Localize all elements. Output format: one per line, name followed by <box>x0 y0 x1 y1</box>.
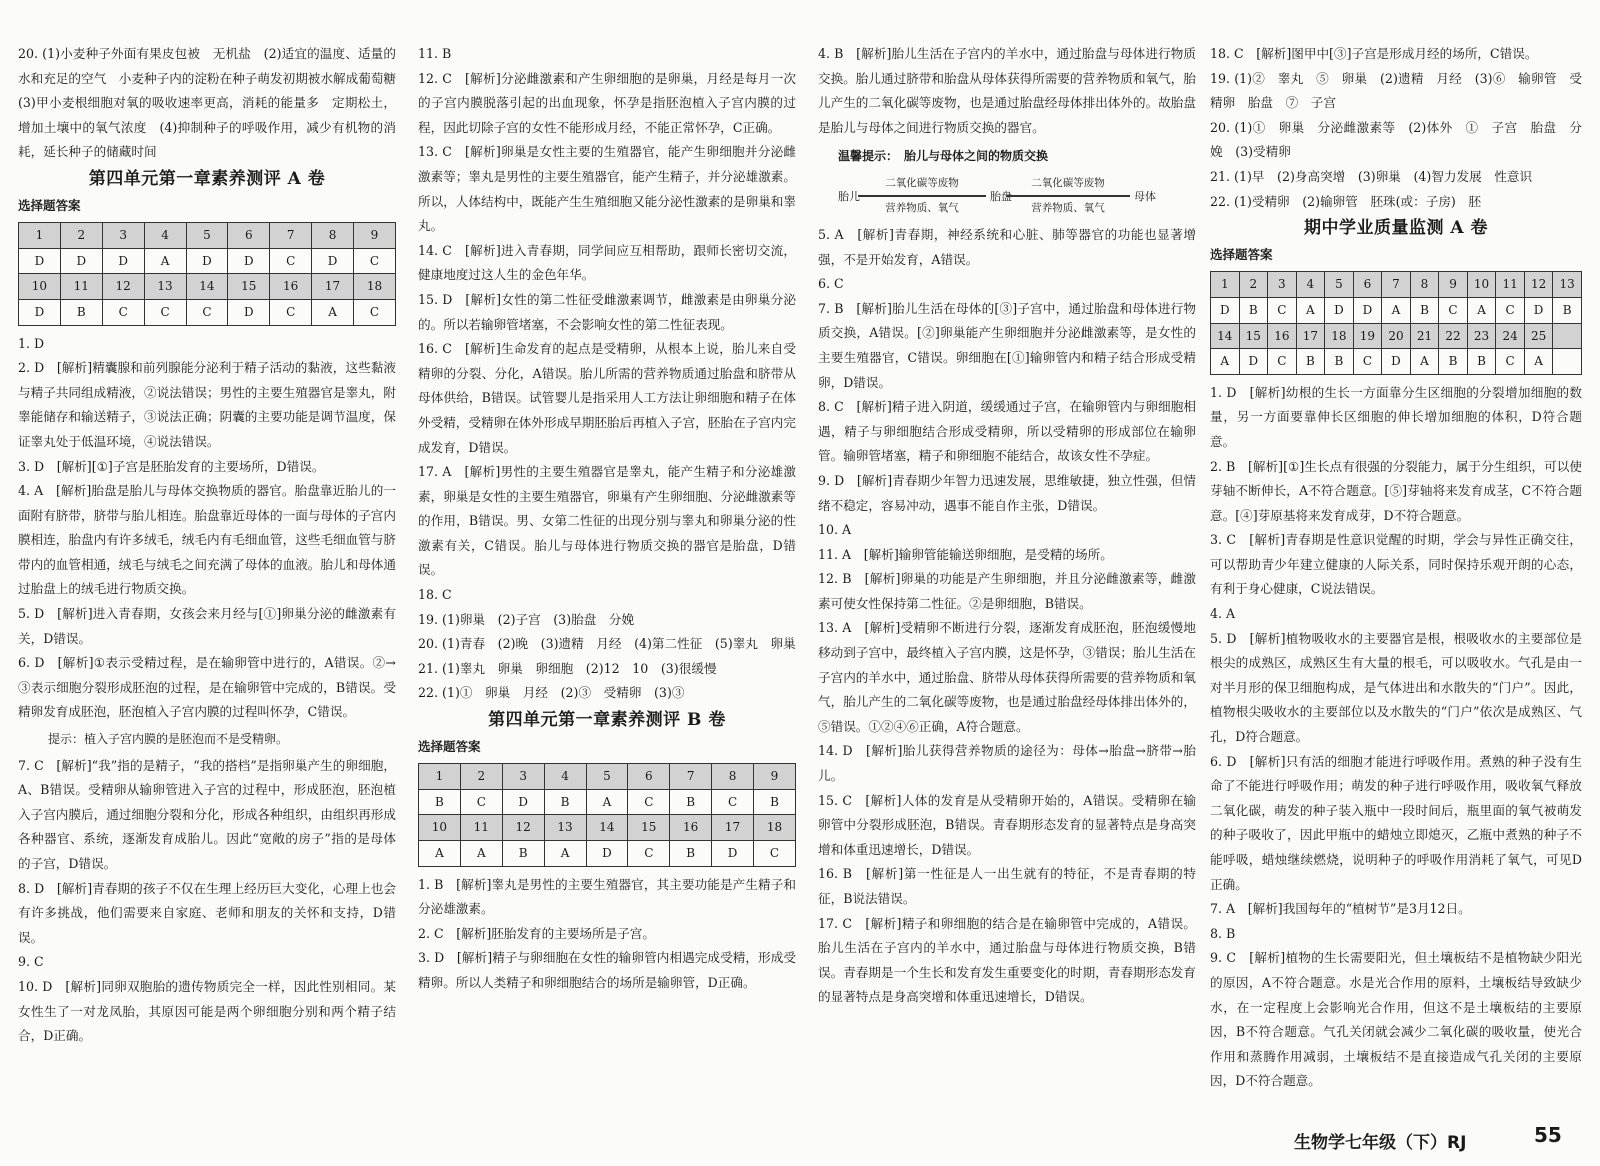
table-row <box>1211 272 1582 298</box>
table-cell: B <box>670 841 712 867</box>
answer-item: 1. B [解析]睾丸是男性的主要生殖器官，其主要功能是产生精子和分泌雄激素。 <box>418 876 796 917</box>
table-cell <box>1553 323 1582 349</box>
answer-item: 5. D [解析]进入青春期，女孩会来月经与[①]卵巢分泌的雌激素有关，D错误。 <box>18 606 396 646</box>
diagram-node: 胎盘 <box>990 189 1012 203</box>
answer-item: 3. D [解析]精子与卵细胞在女性的输卵管内相遇完成受精，形成受精卵。所以人类精子和卵细胞结合的场所是输卵管，D正确。 <box>418 950 796 990</box>
table-cell: D <box>312 248 354 274</box>
table-cell: 12 <box>502 815 544 841</box>
table-row <box>19 274 396 300</box>
table-cell: B <box>1553 297 1582 323</box>
answer-item: 13. C [解析]卵巢是女性主要的生殖器官，能产生卵细胞并分泌雌激素等；睾丸是男性的主要生殖器官，能产生精子，并分泌雄激素。所以，人体结构中，既能产生生殖细胞又能分泌性激素的是卵巢和睾丸。 <box>418 144 796 234</box>
table-cell: 17 <box>712 815 754 841</box>
table-cell: A <box>460 841 502 867</box>
table-cell: 6 <box>228 223 270 249</box>
table-cell: D <box>19 248 61 274</box>
table-cell: 18 <box>354 274 396 300</box>
table-cell: A <box>1524 349 1553 375</box>
answer-item: 19. (1)② 睾丸 ⑤ 卵巢 (2)遗精 月经 (3)⑥ 输卵管 受精卵 胎盘 ⑦ 子宫 <box>1210 70 1582 111</box>
table-cell: B <box>670 789 712 815</box>
table-cell: 25 <box>1524 323 1553 349</box>
table-cell: 13 <box>144 274 186 300</box>
table-cell: D <box>1325 297 1354 323</box>
table-cell: C <box>1496 297 1525 323</box>
table-cell: C <box>270 299 312 325</box>
answer-item: 11. B <box>418 46 452 61</box>
answer-item: 22. (1)① 卵巢 月经 (2)③ 受精卵 (3)③ <box>418 685 685 701</box>
table-cell: A <box>1211 349 1240 375</box>
table-cell: 2 <box>1239 272 1268 298</box>
table-cell: 18 <box>1325 323 1354 349</box>
table-cell: 7 <box>670 764 712 790</box>
answer-item: 12. B [解析]卵巢的功能是产生卵细胞，并且分泌雌激素等，雌激素可使女性保持第二性征。②是卵细胞，B错误。 <box>818 571 1196 611</box>
column-3 <box>818 42 1196 1010</box>
table-cell: B <box>419 789 461 815</box>
table-cell: B <box>544 789 586 815</box>
table-cell: 8 <box>712 764 754 790</box>
table-cell: 19 <box>1353 323 1382 349</box>
table-cell: B <box>1467 349 1496 375</box>
table-cell: 11 <box>60 274 102 300</box>
table-cell: C <box>628 789 670 815</box>
table-cell: B <box>1410 297 1439 323</box>
table-cell: 6 <box>1353 272 1382 298</box>
table-cell: B <box>1296 349 1325 375</box>
table-cell: D <box>102 248 144 274</box>
table-cell: 17 <box>1296 323 1325 349</box>
answer-table <box>18 222 396 325</box>
table-cell: 2 <box>460 764 502 790</box>
table-cell: B <box>1325 349 1354 375</box>
table-cell: 20 <box>1382 323 1411 349</box>
diagram-label: 二氧化碳等废物 <box>858 171 986 197</box>
table-cell: D <box>228 248 270 274</box>
answer-item: 17. C [解析]精子和卵细胞的结合是在输卵管中完成的，A错误。胎儿生活在子宫内的羊水中，通过胎盘与母体进行物质交换，B错误。青春期是一个生长和发育发生重要变化的时期，青春期形态发育的显著特点是身高突增和体重迅速增长，D错误。 <box>818 915 1196 1005</box>
answer-item: 16. C [解析]生命发育的起点是受精卵，从根本上说，胎儿来自受精卵的分裂、分化，A错误。胎儿所需的营养物质通过胎盘和脐带从母体供给，B错误。试管婴儿是指采用人工方法让卵细胞和精子在体外受精，受精卵在体外形成早期胚胎后再植入子宫，胚胎在子宫内完成发育，D错误。 <box>418 341 796 455</box>
table-cell: D <box>186 248 228 274</box>
table-cell: 23 <box>1467 323 1496 349</box>
table-cell: 1 <box>1211 272 1240 298</box>
table-row <box>419 789 796 815</box>
table-cell: 5 <box>586 764 628 790</box>
table-cell: 16 <box>1268 323 1297 349</box>
diagram-label: 营养物质、氧气 <box>1006 195 1130 221</box>
table-cell: 4 <box>144 223 186 249</box>
table-cell: 12 <box>102 274 144 300</box>
table-cell: 10 <box>1467 272 1496 298</box>
table-label: 选择题答案 <box>18 197 81 213</box>
table-cell: C <box>102 299 144 325</box>
answer-item: 5. D [解析]植物吸收水的主要器官是根，根吸收水的主要部位是根尖的成熟区，成熟区生有大量的根毛，可以吸收水。气孔是由一对半月形的保卫细胞构成，是气体进出和水散失的“门户”。因此，植物根尖吸收水的主要部位以及水散失的“门户”依次是成熟区、气孔，D符合题意。 <box>1210 630 1582 745</box>
table-cell: 14 <box>186 274 228 300</box>
hint-note: 提示：植入子宫内膜的是胚泡而不是受精卵。 <box>48 732 289 747</box>
answer-item: 10. A <box>818 522 852 538</box>
table-cell: 9 <box>354 223 396 249</box>
answer-item: 20. (1)青春 (2)晚 (3)遗精 月经 (4)第二性征 (5)睾丸 卵巢 <box>418 636 796 652</box>
answer-item: 20. (1)小麦种子外面有果皮包被 无机盐 (2)适宜的温度、适量的水和充足的空气 小麦种子内的淀粉在种子萌发初期被水解成葡萄糖 (3)甲小麦根细胞对氧的吸收速率更高，消耗的能量多 定期松土，增加土壤中的氧气浓度 (4)抑制种子的呼吸作用，减少有机物的消耗，延长种子的储藏时间 <box>18 46 409 160</box>
answer-item: 3. D [解析][①]子宫是胚胎发育的主要场所，D错误。 <box>18 458 325 474</box>
table-cell: D <box>19 299 61 325</box>
answer-item: 8. D [解析]青春期的孩子不仅在生理上经历巨大变化，心理上也会有许多挑战，他们需要来自家庭、老师和朋友的关怀和支持，D错误。 <box>18 880 396 945</box>
answer-item: 19. (1)卵巢 (2)子宫 (3)胎盘 分娩 <box>418 611 635 627</box>
page-number: 55 <box>1534 1123 1562 1147</box>
table-cell: 4 <box>1296 272 1325 298</box>
answer-item: 4. A <box>1210 606 1236 622</box>
table-cell: C <box>1496 349 1525 375</box>
answer-item: 8. C [解析]精子进入阴道，缓缓通过子宫，在输卵管内与卵细胞相遇，精子与卵细胞结合形成受精卵，所以受精卵的形成部位在输卵管。输卵管堵塞，精子和卵细胞不能结合，故该女性不孕症。 <box>818 399 1196 464</box>
answer-item: 4. B [解析]胎儿生活在子宫内的羊水中，通过胎盘与母体进行物质交换。胎儿通过脐带和胎盘从母体获得所需要的营养物质和氧气，胎儿产生的二氧化碳等废物，也是通过胎盘经母体排出体外的。故胎盘是胎儿与母体之间进行物质交换的器官。 <box>818 46 1196 135</box>
table-cell: C <box>754 841 796 867</box>
answer-item: 2. D [解析]精囊腺和前列腺能分泌利于精子活动的黏液，这些黏液与精子共同组成精液，②说法错误；男性的主要生殖器官是睾丸，附睾能储存和输送精子，③说法正确；阴囊的主要功能是调节温度，保证睾丸处于低温环境，④说法错误。 <box>18 360 396 449</box>
table-label: 选择题答案 <box>1210 246 1273 262</box>
table-cell: 16 <box>670 815 712 841</box>
answer-item: 2. C [解析]胚胎发育的主要场所是子宫。 <box>418 925 655 941</box>
table-cell: 2 <box>60 223 102 249</box>
table-cell: 13 <box>1553 272 1582 298</box>
table-cell: 3 <box>102 223 144 249</box>
answer-item: 17. A [解析]男性的主要生殖器官是睾丸，能产生精子和分泌雄激素，卵巢是女性的主要生殖器官，卵巢有产生卵细胞、分泌雌激素等的作用，B错误。男、女第二性征的出现分别与睾丸和卵巢分泌的性激素有关，C错误。胎儿与母体进行物质交换的器官是胎盘，D错误。 <box>418 464 796 578</box>
table-cell: A <box>419 841 461 867</box>
answer-item: 8. B <box>1210 925 1236 941</box>
exchange-diagram <box>838 171 1196 217</box>
table-cell: 8 <box>312 223 354 249</box>
table-cell: C <box>712 789 754 815</box>
answer-item: 6. D [解析]只有活的细胞才能进行呼吸作用。煮熟的种子没有生命了不能进行呼吸作用；萌发的种子进行呼吸作用，吸收氧气释放二氧化碳，萌发的种子装入瓶中一段时间后，瓶里面的氧气被萌发的种子吸收了，因此甲瓶中的蜡烛立即熄灭，乙瓶中煮熟的种子不能呼吸，蜡烛继续燃烧，说明种子的呼吸作用消耗了氧气，可见D正确。 <box>1210 753 1582 892</box>
table-cell: C <box>1268 297 1297 323</box>
table-cell: A <box>1382 297 1411 323</box>
table-label: 选择题答案 <box>418 738 481 754</box>
table-row <box>419 764 796 790</box>
answer-item: 9. D [解析]青春期少年智力迅速发展，思维敏捷，独立性强，但情绪不稳定，容易冲动，遇事不能自作主张，D错误。 <box>818 472 1196 513</box>
table-cell: 1 <box>419 764 461 790</box>
table-cell: 14 <box>586 815 628 841</box>
answer-item: 14. D [解析]胎儿获得营养物质的途径为：母体→胎盘→脐带→胎儿。 <box>818 743 1196 784</box>
table-cell: D <box>1382 349 1411 375</box>
table-cell: 13 <box>544 815 586 841</box>
table-cell: 24 <box>1496 323 1525 349</box>
answer-item: 20. (1)① 卵巢 分泌雌激素等 (2)体外 ① 子宫 胎盘 分娩 (3)受精卵 <box>1210 119 1582 160</box>
table-cell: 7 <box>270 223 312 249</box>
answer-item: 6. D [解析]①表示受精过程，是在输卵管中进行的，A错误。②→③表示细胞分裂形成胚泡的过程，是在输卵管中完成的，B错误。受精卵发育成胚泡，胚泡植入子宫内膜的过程叫怀孕，C错误。 <box>18 655 396 720</box>
answer-item: 22. (1)受精卵 (2)输卵管 胚珠(或：子房) 胚 <box>1210 193 1482 209</box>
table-cell: 3 <box>502 764 544 790</box>
diagram-node: 母体 <box>1134 189 1156 203</box>
answer-item: 21. (1)睾丸 卵巢 卵细胞 (2)12 10 (3)很缓慢 <box>418 660 717 676</box>
table-row <box>19 223 396 249</box>
table-cell: 15 <box>1239 323 1268 349</box>
table-cell: 9 <box>754 764 796 790</box>
section-title: 第四单元第一章素养测评 B 卷 <box>488 710 726 731</box>
table-cell: D <box>60 248 102 274</box>
section-title: 第四单元第一章素养测评 A 卷 <box>88 168 326 189</box>
table-row <box>1211 297 1582 323</box>
answer-item: 15. C [解析]人体的发育是从受精卵开始的，A错误。受精卵在输卵管中分裂形成胚泡，B错误。青春期形态发育的显著特点是身高突增和体重迅速增长，D错误。 <box>818 792 1196 857</box>
table-cell: 11 <box>1496 272 1525 298</box>
diagram-label: 营养物质、氧气 <box>858 195 986 221</box>
table-cell: C <box>628 841 670 867</box>
answer-item: 7. A [解析]我国每年的“植树节”是3月12日。 <box>1210 901 1471 917</box>
table-cell: D <box>502 789 544 815</box>
table-cell: 5 <box>1325 272 1354 298</box>
table-row <box>19 248 396 274</box>
answer-item: 13. A [解析]受精卵不断进行分裂，逐渐发育成胚泡，胚泡缓慢地移动到子宫中，最终植入子宫内膜，这是怀孕，③错误；胎儿生活在子宫内的羊水中，通过胎盘、脐带从母体获得所需要的营养物质和氧气，胎儿产生的二氧化碳等废物，也是通过胎盘经母体排出体外的，⑤错误。①②④⑥正确，A符合题意。 <box>818 620 1196 734</box>
answer-item: 3. C [解析]青春期是性意识觉醒的时期，学会与异性正确交往，可以帮助青少年建立健康的人际关系，同时保持乐观开朗的心态，有利于身心健康，C说法错误。 <box>1210 532 1582 597</box>
table-cell: D <box>1353 297 1382 323</box>
answer-item: 9. C <box>18 954 44 970</box>
table-cell: A <box>144 248 186 274</box>
answer-item: 4. A [解析]胎盘是胎儿与母体交换物质的器官。胎盘靠近胎儿的一面附有脐带，脐带与胎儿相连。胎盘靠近母体的一面与母体的子宫内膜相连，胎盘内有许多绒毛，绒毛内有毛细血管，这些毛细血管与脐带内的血管相通，绒毛与绒毛之间充满了母体的血液。胎儿和母体通过胎盘上的绒毛进行物质交换。 <box>18 483 396 597</box>
answer-item: 1. D [解析]幼根的生长一方面靠分生区细胞的分裂增加细胞的数量，另一方面要靠伸长区细胞的伸长增加细胞的体积，D符合题意。 <box>1210 384 1582 449</box>
table-cell: A <box>312 299 354 325</box>
table-cell: 10 <box>19 274 61 300</box>
table-cell: C <box>354 299 396 325</box>
answer-item: 18. C [解析]图甲中[③]子宫是形成月经的场所，C错误。 <box>1210 46 1538 61</box>
table-cell: 21 <box>1410 323 1439 349</box>
table-cell: A <box>586 789 628 815</box>
table-cell: A <box>544 841 586 867</box>
table-cell: 16 <box>270 274 312 300</box>
table-cell: B <box>1239 297 1268 323</box>
table-cell: D <box>712 841 754 867</box>
tip-title: 温馨提示： 胎儿与母体之间的物质交换 <box>838 149 1049 164</box>
table-cell: C <box>186 299 228 325</box>
table-row <box>1211 323 1582 349</box>
table-cell: 4 <box>544 764 586 790</box>
table-row <box>1211 349 1582 375</box>
table-cell: D <box>228 299 270 325</box>
answer-item: 9. C [解析]植物的生长需要阳光，但土壤板结不是植物缺少阳光的原因，A不符合题意。水是光合作用的原料，土壤板结导致缺少水，在一定程度上会影响光合作用，但这不是土壤板结的主要原因，B不符合题意。气孔关闭就会减少二氧化碳的吸收量，使光合作用和蒸腾作用减弱，土壤板结不是直接造成气孔关闭的主要原因，D不符合题意。 <box>1210 950 1582 1089</box>
table-cell: 17 <box>312 274 354 300</box>
table-cell: D <box>586 841 628 867</box>
answer-item: 12. C [解析]分泌雌激素和产生卵细胞的是卵巢，月经是每月一次的子宫内膜脱落引起的出血现象，怀孕是指胚泡植入子宫内膜的过程，因此切除子宫的女性不能形成月经，不能正常怀孕，C正确。 <box>418 70 796 135</box>
table-cell: C <box>1353 349 1382 375</box>
answer-item: 7. C [解析]“我”指的是精子，“我的搭档”是指卵巢产生的卵细胞，A、B错误。受精卵从输卵管进入子宫的过程中，形成胚泡，胚泡植入子宫内膜后，通过细胞分裂和分化，形成各种组织，由组织再形成各种器官、系统，逐渐发育成胎儿。因此“宽敞的房子”指的是母体的子宫，D错误。 <box>18 757 396 871</box>
table-cell: B <box>1439 349 1468 375</box>
answer-item: 5. A [解析]青春期，神经系统和心脏、肺等器官的功能也显著增强，不是开始发育，A错误。 <box>818 226 1196 267</box>
table-cell: C <box>354 248 396 274</box>
answer-item: 18. C <box>418 587 452 603</box>
table-cell: 5 <box>186 223 228 249</box>
column-2 <box>418 42 796 996</box>
answer-item: 7. B [解析]胎儿生活在母体的[③]子宫中，通过胎盘和母体进行物质交换，A错误。[②]卵巢能产生卵细胞并分泌雌激素等，是女性的主要生殖器官，C错误。卵细胞在[①]输卵管内和精子结合形成受精卵，D错误。 <box>818 300 1196 390</box>
table-row <box>419 815 796 841</box>
answer-table <box>418 763 796 866</box>
table-cell: 12 <box>1524 272 1553 298</box>
section-title: 期中学业质量监测 A 卷 <box>1303 218 1489 239</box>
table-cell: 11 <box>460 815 502 841</box>
answer-item: 16. B [解析]第一性征是人一出生就有的特征，不是青春期的特征，B说法错误。 <box>818 866 1196 906</box>
column-1 <box>18 42 409 1049</box>
table-cell: 15 <box>628 815 670 841</box>
table-cell: B <box>754 789 796 815</box>
table-cell: 10 <box>419 815 461 841</box>
table-cell: D <box>1211 297 1240 323</box>
table-cell: 6 <box>628 764 670 790</box>
table-cell: C <box>1439 297 1468 323</box>
diagram-node: 胎儿 <box>838 189 860 203</box>
table-cell: C <box>144 299 186 325</box>
table-cell: C <box>270 248 312 274</box>
answer-item: 11. A [解析]输卵管能输送卵细胞，是受精的场所。 <box>818 546 1113 562</box>
table-cell: 18 <box>754 815 796 841</box>
answer-item: 1. D <box>18 335 45 351</box>
table-cell: A <box>1410 349 1439 375</box>
table-cell: B <box>60 299 102 325</box>
table-cell: 9 <box>1439 272 1468 298</box>
table-cell: C <box>1268 349 1297 375</box>
answer-item: 15. D [解析]女性的第二性征受雌激素调节，雌激素是由卵巢分泌的。所以若输卵管堵塞，不会影响女性的第二性征表现。 <box>418 291 796 332</box>
answer-item: 14. C [解析]进入青春期，同学间应互相帮助，跟师长密切交流，健康地度过这人生的金色年华。 <box>418 242 796 283</box>
answer-item: 6. C <box>818 276 844 292</box>
answer-item: 2. B [解析][①]生长点有很强的分裂能力，属于分生组织，可以使芽轴不断伸长，A不符合题意。[⑤]芽轴将来发育成茎，C不符合题意。[④]芽原基将来发育成芽，D不符合题意。 <box>1210 458 1582 523</box>
footer-subject: 生物学七年级（下）RJ <box>1294 1133 1467 1153</box>
table-cell: D <box>1239 349 1268 375</box>
table-cell: 14 <box>1211 323 1240 349</box>
table-cell: 8 <box>1410 272 1439 298</box>
answer-item: 21. (1)早 (2)身高突增 (3)卵巢 (4)智力发展 性意识 <box>1210 168 1533 184</box>
diagram-label: 二氧化碳等废物 <box>1006 171 1130 197</box>
answer-item: 10. D [解析]同卵双胞胎的遗传物质完全一样，因此性别相同。某女性生了一对龙凤胎，其原因可能是两个卵细胞分别和两个精子结合，D正确。 <box>18 978 396 1044</box>
table-cell: 22 <box>1439 323 1468 349</box>
table-cell: 1 <box>19 223 61 249</box>
table-row <box>19 299 396 325</box>
answer-table <box>1210 271 1582 374</box>
table-cell: 3 <box>1268 272 1297 298</box>
table-cell: 7 <box>1382 272 1411 298</box>
table-cell: C <box>460 789 502 815</box>
table-cell: A <box>1296 297 1325 323</box>
table-cell <box>1553 349 1582 375</box>
table-cell: D <box>1524 297 1553 323</box>
table-cell: A <box>1467 297 1496 323</box>
table-cell: 15 <box>228 274 270 300</box>
table-row <box>419 841 796 867</box>
table-cell: B <box>502 841 544 867</box>
column-4 <box>1210 42 1582 1094</box>
